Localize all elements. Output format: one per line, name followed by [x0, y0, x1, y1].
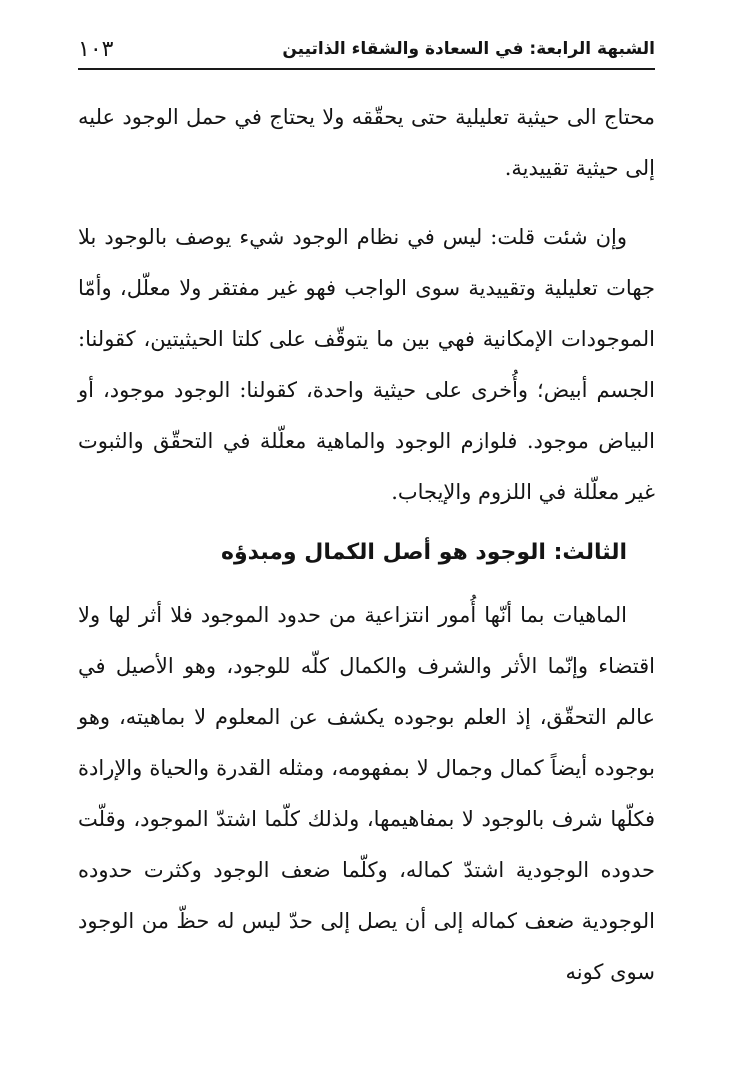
page-body	[78, 92, 655, 998]
paragraph-2: وإن شئت قلت: ليس في نظام الوجود شيء يوصف بالوجود بلا جهات تعليلية وتقييدية سوى الواجب فهو غير مفتقر ولا معلّل، وأمّا الموجودات الإمكانية فهي بين ما يتوقّف على كلتا الحيثيتين، كقولنا: الجسم أبيض؛ وأُخرى على حيثية واحدة، كقولنا: الوجود موجود، أو البياض موجود. فلوازم الوجود والماهية معلّلة في التحقّق والثبوت غير معلّلة في اللزوم والإيجاب.	[78, 225, 655, 504]
paragraph-1: محتاج الى حيثية تعليلية حتى يحقّقه ولا يحتاج في حمل الوجود عليه إلى حيثية تقييدية.	[78, 105, 655, 180]
running-title: الشبهة الرابعة: في السعادة والشقاء الذاتيين	[282, 39, 655, 59]
paragraph-3: الماهيات بما أنّها أُمور انتزاعية من حدود الموجود فلا أثر لها ولا اقتضاء وإنّما الأثر والشرف والكمال كلّه للوجود، وهو الأصيل في عالم التحقّق، إذ العلم بوجوده يكشف عن المعلوم لا بماهيته، وهو بوجوده أيضاً كمال وجمال لا بمفهومه، ومثله القدرة والحياة والإرادة فكلّها شرف بالوجود لا بمفاهيمها، ولذلك كلّما اشتدّ الموجود، وقلّت حدوده الوجودية اشتدّ كماله، وكلّما ضعف الوجود وكثرت حدوده الوجودية ضعف كماله إلى أن يصل إلى حدّ ليس له حظّ من الوجود سوى كونه	[78, 603, 655, 984]
page-header	[78, 30, 655, 70]
page-number: ١٠٣	[78, 36, 114, 62]
section-heading: الثالث: الوجود هو أصل الكمال ومبدؤه	[220, 540, 627, 565]
